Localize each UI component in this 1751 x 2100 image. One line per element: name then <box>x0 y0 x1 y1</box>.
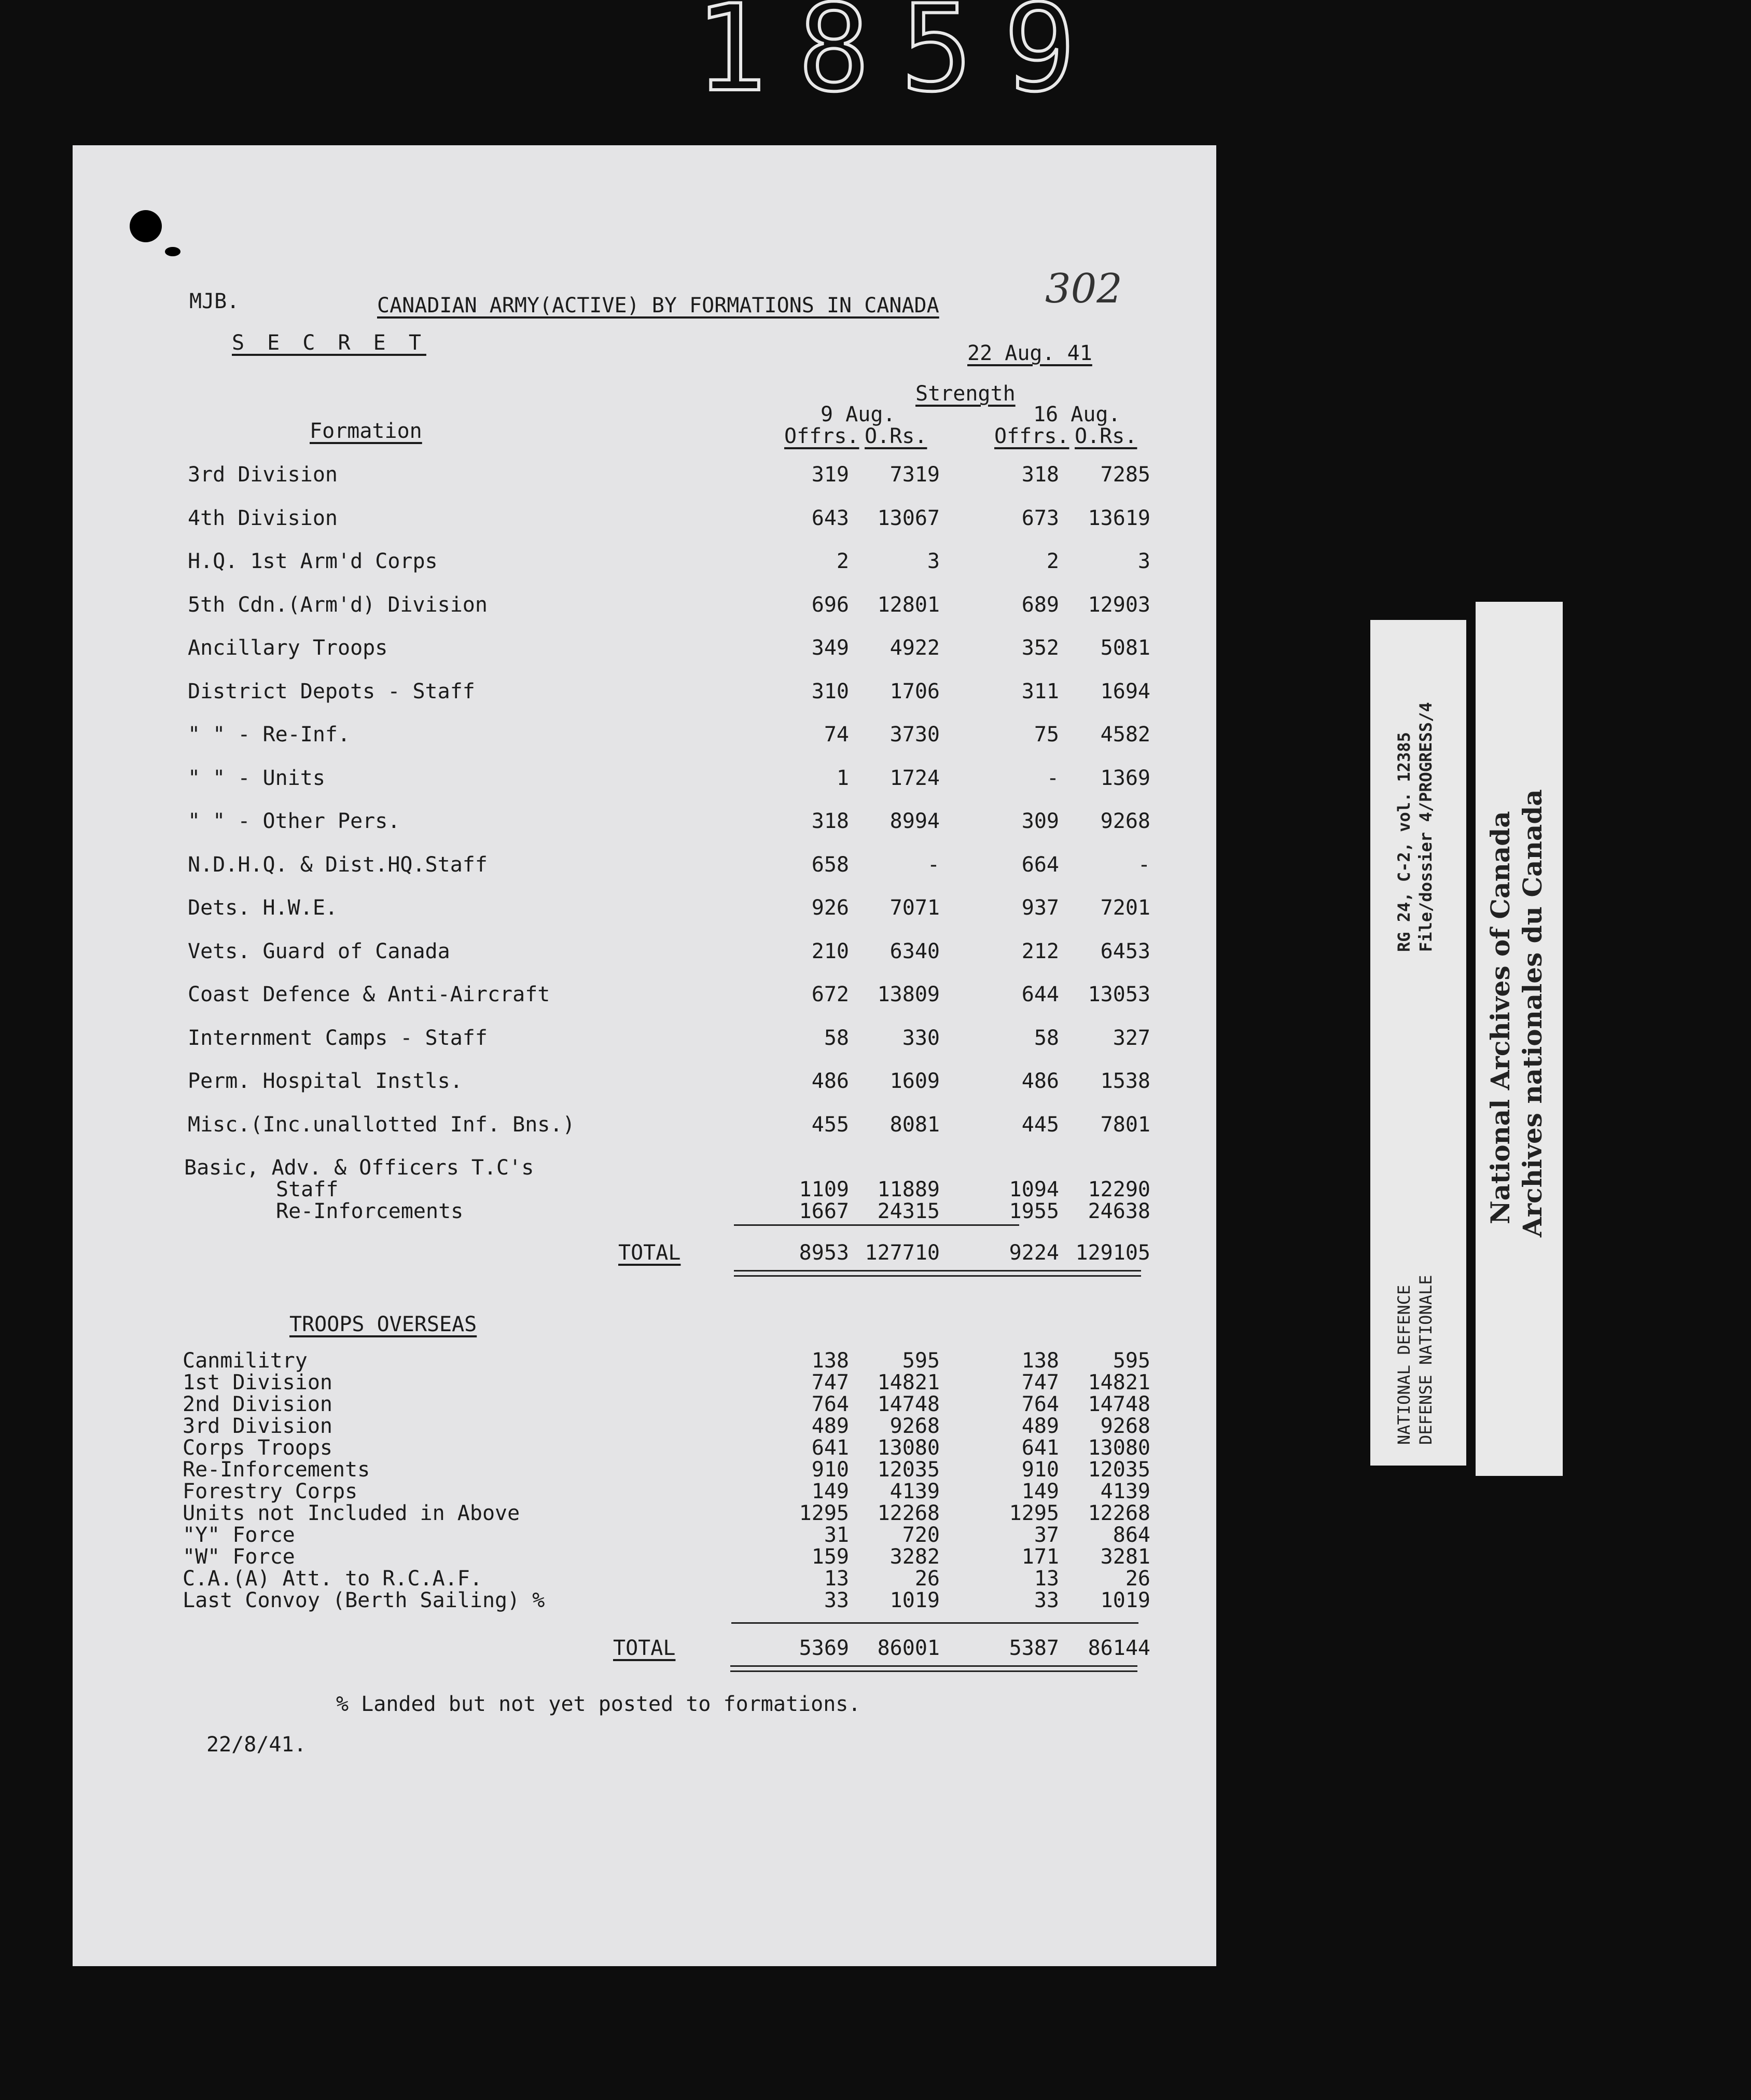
officers-value: 318 <box>811 809 849 833</box>
officers-value: 689 <box>1021 592 1059 617</box>
other-ranks-value: 8081 <box>890 1112 940 1137</box>
handwritten-folio-number: 302 <box>1045 266 1122 312</box>
formation-name: Internment Camps - Staff <box>188 1026 488 1050</box>
officers-value: 1667 <box>799 1199 849 1223</box>
formation-name: 2nd Division <box>183 1392 332 1416</box>
archives-name-french: Archives nationales du Canada <box>1517 789 1548 1237</box>
formation-name: 4th Division <box>188 506 338 530</box>
formation-name: " " - Other Pers. <box>188 809 400 833</box>
other-ranks-value: 13080 <box>1088 1436 1150 1460</box>
other-ranks-value: 4139 <box>1100 1480 1150 1503</box>
department-name-english: NATIONAL DEFENCE <box>1394 1284 1414 1445</box>
officers-value: 210 <box>811 939 849 963</box>
officers-value: 643 <box>811 506 849 530</box>
other-ranks-value: 4582 <box>1100 723 1150 747</box>
archives-label-slip <box>1476 602 1563 1476</box>
formation-name: Re-Inforcements <box>183 1458 370 1482</box>
formation-name: Coast Defence & Anti-Aircraft <box>188 983 550 1006</box>
other-ranks-value: 4922 <box>890 636 940 660</box>
formation-name: Last Convoy (Berth Sailing) % <box>183 1588 545 1612</box>
punch-hole-mark <box>130 210 162 242</box>
other-ranks-value: 3282 <box>890 1545 940 1569</box>
formation-name: Re-Inforcements <box>276 1199 464 1223</box>
officers-value: 352 <box>1021 636 1059 660</box>
other-ranks-value: 26 <box>914 1567 940 1591</box>
other-ranks-value: 9268 <box>1100 809 1150 833</box>
other-ranks-value: 1019 <box>1100 1588 1150 1612</box>
other-ranks-value: 13053 <box>1088 983 1150 1006</box>
officers-value: 1109 <box>799 1178 849 1201</box>
document-page <box>73 145 1216 1966</box>
strength-header: Strength <box>915 382 1016 406</box>
officers-value: 58 <box>1034 1026 1059 1050</box>
total-double-rule <box>734 1275 1141 1277</box>
officers-value: 764 <box>811 1392 849 1416</box>
officers-value: 310 <box>811 679 849 703</box>
formation-name: Staff <box>276 1178 339 1201</box>
officers-value: 75 <box>1034 723 1059 747</box>
other-ranks-value: 11889 <box>877 1178 940 1201</box>
formation-name: 3rd Division <box>188 463 338 487</box>
officers-value: 2 <box>836 549 849 573</box>
other-ranks-value: 720 <box>902 1523 940 1547</box>
other-ranks-value: 129105 <box>1075 1241 1150 1265</box>
overseas-heading: TROOPS OVERSEAS <box>289 1312 477 1336</box>
archive-reference: RG 24, C-2, vol. 12385 <box>1394 732 1414 952</box>
formation-name: C.A.(A) Att. to R.C.A.F. <box>183 1567 482 1591</box>
officers-value: 58 <box>824 1026 849 1050</box>
canada-total-label: TOTAL <box>618 1241 681 1265</box>
subtotal-rule <box>786 1224 1019 1226</box>
officers-value: 1 <box>836 766 849 790</box>
total-double-rule <box>730 1665 1137 1667</box>
officers-value: 489 <box>811 1414 849 1438</box>
other-ranks-value: 1609 <box>890 1069 940 1093</box>
other-ranks-value: 86144 <box>1088 1636 1150 1660</box>
offrs-header: Offrs. <box>784 424 859 448</box>
other-ranks-value: 1724 <box>890 766 940 790</box>
officers-value: 747 <box>1021 1371 1059 1394</box>
other-ranks-value: 3 <box>927 549 940 573</box>
officers-value: - <box>1046 766 1059 790</box>
officers-value: 455 <box>811 1112 849 1137</box>
formation-name: District Depots - Staff <box>188 679 475 703</box>
archives-name-english: National Archives of Canada <box>1485 811 1516 1224</box>
other-ranks-value: 7071 <box>890 896 940 920</box>
officers-value: 644 <box>1021 983 1059 1006</box>
officers-value: 764 <box>1021 1392 1059 1416</box>
document-date: 22 Aug. 41 <box>967 341 1092 365</box>
other-ranks-value: 3281 <box>1100 1545 1150 1569</box>
other-ranks-value: 9268 <box>1100 1414 1150 1438</box>
other-ranks-value: 6340 <box>890 939 940 963</box>
other-ranks-value: 14821 <box>877 1371 940 1394</box>
other-ranks-value: 26 <box>1125 1567 1150 1591</box>
officers-value: 664 <box>1021 852 1059 877</box>
officers-value: 445 <box>1021 1112 1059 1137</box>
other-ranks-value: 12903 <box>1088 592 1150 617</box>
officers-value: 159 <box>811 1545 849 1569</box>
other-ranks-value: 12268 <box>1088 1501 1150 1525</box>
officers-value: 138 <box>1021 1349 1059 1373</box>
other-ranks-value: 86001 <box>877 1636 940 1660</box>
formation-name: Ancillary Troops <box>188 636 388 660</box>
other-ranks-value: 9268 <box>890 1414 940 1438</box>
total-double-rule <box>734 1270 1141 1272</box>
officers-value: 696 <box>811 592 849 617</box>
formation-name: H.Q. 1st Arm'd Corps <box>188 549 438 573</box>
training-centres-heading: Basic, Adv. & Officers T.C's <box>184 1156 534 1180</box>
other-ranks-value: 12290 <box>1088 1178 1150 1201</box>
formation-name: Dets. H.W.E. <box>188 896 338 920</box>
officers-value: 171 <box>1021 1545 1059 1569</box>
other-ranks-value: 7319 <box>890 463 940 487</box>
officers-value: 5387 <box>1009 1636 1059 1660</box>
officers-value: 149 <box>1021 1480 1059 1503</box>
officers-value: 747 <box>811 1371 849 1394</box>
officers-value: 937 <box>1021 896 1059 920</box>
officers-value: 37 <box>1034 1523 1059 1547</box>
other-ranks-value: 1369 <box>1100 766 1150 790</box>
formation-name: 3rd Division <box>183 1414 332 1438</box>
period-header-16-aug: 16 Aug. <box>1033 403 1121 426</box>
officers-value: 349 <box>811 636 849 660</box>
other-ranks-value: 327 <box>1113 1026 1150 1050</box>
officers-value: 311 <box>1021 679 1059 703</box>
other-ranks-value: 7285 <box>1100 463 1150 487</box>
other-ranks-value: 12268 <box>877 1501 940 1525</box>
other-ranks-value: 7801 <box>1100 1112 1150 1137</box>
ors-header: O.Rs. <box>1075 424 1137 448</box>
other-ranks-value: 7201 <box>1100 896 1150 920</box>
officers-value: 5369 <box>799 1636 849 1660</box>
other-ranks-value: 13080 <box>877 1436 940 1460</box>
other-ranks-value: 12035 <box>877 1458 940 1482</box>
other-ranks-value: 13067 <box>877 506 940 530</box>
officers-value: 658 <box>811 852 849 877</box>
formation-name: Units not Included in Above <box>183 1501 520 1525</box>
officers-value: 672 <box>811 983 849 1006</box>
officers-value: 33 <box>824 1588 849 1612</box>
formation-name: Perm. Hospital Instls. <box>188 1069 463 1093</box>
other-ranks-value: 14821 <box>1088 1371 1150 1394</box>
other-ranks-value: 13619 <box>1088 506 1150 530</box>
officers-value: 8953 <box>799 1241 849 1265</box>
other-ranks-value: 12801 <box>877 592 940 617</box>
officers-value: 319 <box>811 463 849 487</box>
formation-name: "W" Force <box>183 1545 295 1569</box>
other-ranks-value: 3 <box>1137 549 1150 573</box>
formation-name: Corps Troops <box>183 1436 332 1460</box>
officers-value: 309 <box>1021 809 1059 833</box>
officers-value: 486 <box>811 1069 849 1093</box>
formation-name: " " - Units <box>188 766 325 790</box>
other-ranks-value: 8994 <box>890 809 940 833</box>
other-ranks-value: 12035 <box>1088 1458 1150 1482</box>
other-ranks-value: 127710 <box>865 1241 940 1265</box>
other-ranks-value: 14748 <box>1088 1392 1150 1416</box>
other-ranks-value: 3730 <box>890 723 940 747</box>
officers-value: 31 <box>824 1523 849 1547</box>
other-ranks-value: 24638 <box>1088 1199 1150 1223</box>
officers-value: 9224 <box>1009 1241 1059 1265</box>
archive-reference-slip <box>1370 620 1466 1466</box>
department-name-french: DEFENSE NATIONALE <box>1416 1275 1436 1445</box>
other-ranks-value: 5081 <box>1100 636 1150 660</box>
formation-name: Misc.(Inc.unallotted Inf. Bns.) <box>188 1112 575 1137</box>
other-ranks-value: - <box>927 852 940 877</box>
officers-value: 641 <box>811 1436 849 1460</box>
officers-value: 149 <box>811 1480 849 1503</box>
other-ranks-value: 4139 <box>890 1480 940 1503</box>
officers-value: 926 <box>811 896 849 920</box>
formation-name: 1st Division <box>183 1371 332 1394</box>
officers-value: 2 <box>1046 549 1059 573</box>
officers-value: 13 <box>1034 1567 1059 1591</box>
total-double-rule <box>730 1670 1137 1672</box>
footer-date: 22/8/41. <box>206 1733 307 1757</box>
document-initials: MJB. <box>189 289 240 313</box>
formation-name: "Y" Force <box>183 1523 295 1547</box>
period-header-9-aug: 9 Aug. <box>821 403 896 426</box>
officers-value: 1295 <box>1009 1501 1059 1525</box>
other-ranks-value: 24315 <box>877 1199 940 1223</box>
formation-name: N.D.H.Q. & Dist.HQ.Staff <box>188 852 488 877</box>
ors-header: O.Rs. <box>865 424 927 448</box>
officers-value: 1295 <box>799 1501 849 1525</box>
subtotal-rule <box>731 1622 1138 1624</box>
other-ranks-value: 595 <box>1113 1349 1150 1373</box>
document-title: CANADIAN ARMY(ACTIVE) BY FORMATIONS IN CANADA <box>377 294 939 317</box>
officers-value: 486 <box>1021 1069 1059 1093</box>
formation-name: Vets. Guard of Canada <box>188 939 450 963</box>
other-ranks-value: 13809 <box>877 983 940 1006</box>
other-ranks-value: 1694 <box>1100 679 1150 703</box>
officers-value: 1094 <box>1009 1178 1059 1201</box>
other-ranks-value: 864 <box>1113 1523 1150 1547</box>
formation-header: Formation <box>310 419 422 443</box>
officers-value: 641 <box>1021 1436 1059 1460</box>
other-ranks-value: - <box>1137 852 1150 877</box>
overseas-total-label: TOTAL <box>613 1636 676 1660</box>
officers-value: 1955 <box>1009 1199 1059 1223</box>
formation-name: Canmilitry <box>183 1349 308 1373</box>
officers-value: 138 <box>811 1349 849 1373</box>
formation-name: 5th Cdn.(Arm'd) Division <box>188 592 488 617</box>
footnote: % Landed but not yet posted to formations. <box>336 1692 861 1716</box>
other-ranks-value: 6453 <box>1100 939 1150 963</box>
officers-value: 910 <box>1021 1458 1059 1482</box>
other-ranks-value: 595 <box>902 1349 940 1373</box>
other-ranks-value: 330 <box>902 1026 940 1050</box>
officers-value: 910 <box>811 1458 849 1482</box>
other-ranks-value: 1538 <box>1100 1069 1150 1093</box>
officers-value: 13 <box>824 1567 849 1591</box>
formation-name: " " - Re-Inf. <box>188 723 351 747</box>
other-ranks-value: 14748 <box>877 1392 940 1416</box>
officers-value: 212 <box>1021 939 1059 963</box>
offrs-header: Offrs. <box>994 424 1069 448</box>
officers-value: 673 <box>1021 506 1059 530</box>
other-ranks-value: 1706 <box>890 679 940 703</box>
other-ranks-value: 1019 <box>890 1588 940 1612</box>
officers-value: 489 <box>1021 1414 1059 1438</box>
officers-value: 318 <box>1021 463 1059 487</box>
formation-name: Forestry Corps <box>183 1480 358 1503</box>
officers-value: 74 <box>824 723 849 747</box>
archive-file-reference: File/dossier 4/PROGRESS/4 <box>1416 702 1436 952</box>
punch-hole-mark <box>165 247 180 256</box>
classification-marking: S E C R E T <box>232 331 426 355</box>
officers-value: 33 <box>1034 1588 1059 1612</box>
microfilm-frame-number: 1859 <box>695 0 1107 118</box>
